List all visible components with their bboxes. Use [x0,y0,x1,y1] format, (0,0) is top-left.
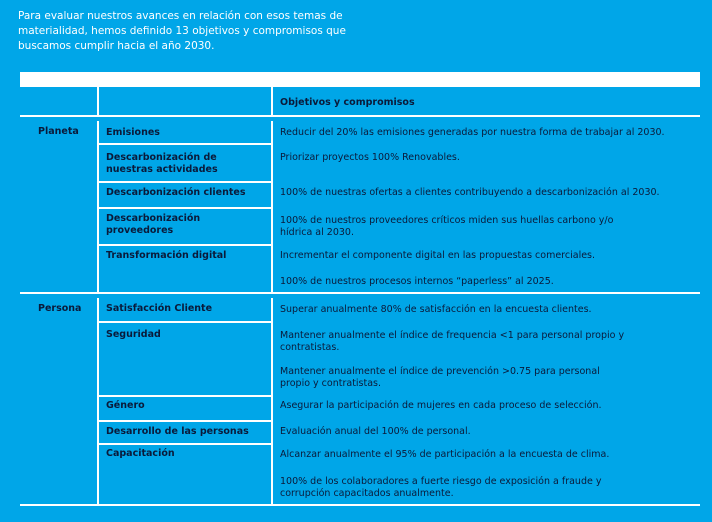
objective-text: Priorizar proyectos 100% Renovables. [280,152,460,163]
objective-text: Mantener anualmente el índice de prevención >0.75 para personal propio y contratistas. [280,366,600,389]
col-divider [271,298,273,504]
objective-text: 100% de los colaboradores a fuerte riesgo de exposición a fraude y corrupción capacitados anualmente. [280,476,602,499]
col-divider [97,87,99,115]
row-divider [98,143,272,145]
row-divider [98,207,272,209]
objective-text: Mantener anualmente el índice de frequencia <1 para personal propio y contratistas. [280,330,625,353]
objective-text: Alcanzar anualmente el 95% de participación a la encuesta de clima. [280,449,610,460]
group-divider [20,292,700,294]
objective-text: Superar anualmente 80% de satisfacción en la encuesta clientes. [280,304,592,315]
col-divider [271,87,273,115]
intro-paragraph: Para evaluar nuestros avances en relación con esos temas de materialidad, hemos definido 13 objetivos y compromisos que buscamos cumplir hacia el año 2030. [18,10,346,52]
row-divider [98,443,272,445]
topic-label: Emisiones [106,127,160,138]
objective-text: Evaluación anual del 100% de personal. [280,426,471,437]
header-divider [20,115,700,117]
col-divider [97,298,99,504]
topic-label: Género [106,400,145,411]
group-label-planeta: Planeta [38,126,79,137]
table-bottom-line [20,504,700,506]
topic-label: Transformación digital [106,250,227,261]
objective-text: Asegurar la participación de mujeres en cada proceso de selección. [280,400,602,411]
topic-label: Capacitación [106,448,175,459]
objective-text: 100% de nuestras ofertas a clientes contribuyendo a descarbonización al 2030. [280,187,660,198]
objective-text: Reducir del 20% las emisiones generadas por nuestra forma de trabajar al 2030. [280,127,665,138]
table-top-bar [20,72,700,87]
topic-label: Satisfacción Cliente [106,303,213,314]
row-divider [98,181,272,183]
row-divider [98,420,272,422]
topic-label: Descarbonización proveedores [106,213,201,236]
row-divider [98,244,272,246]
topic-label: Descarbonización clientes [106,187,246,198]
topic-label: Desarrollo de las personas [106,426,249,437]
row-divider [98,321,272,323]
group-label-persona: Persona [38,303,82,314]
topic-label: Descarbonización de nuestras actividades [106,152,218,175]
objective-text: Incrementar el componente digital en las propuestas comerciales. [280,250,596,261]
row-divider [98,395,272,397]
objective-text: 100% de nuestros procesos internos “paperless” al 2025. [280,276,554,287]
column-header-objectives: Objetivos y compromisos [280,97,415,108]
topic-label: Seguridad [106,329,161,340]
objective-text: 100% de nuestros proveedores críticos miden sus huellas carbono y/o hídrica al 2030. [280,215,614,238]
